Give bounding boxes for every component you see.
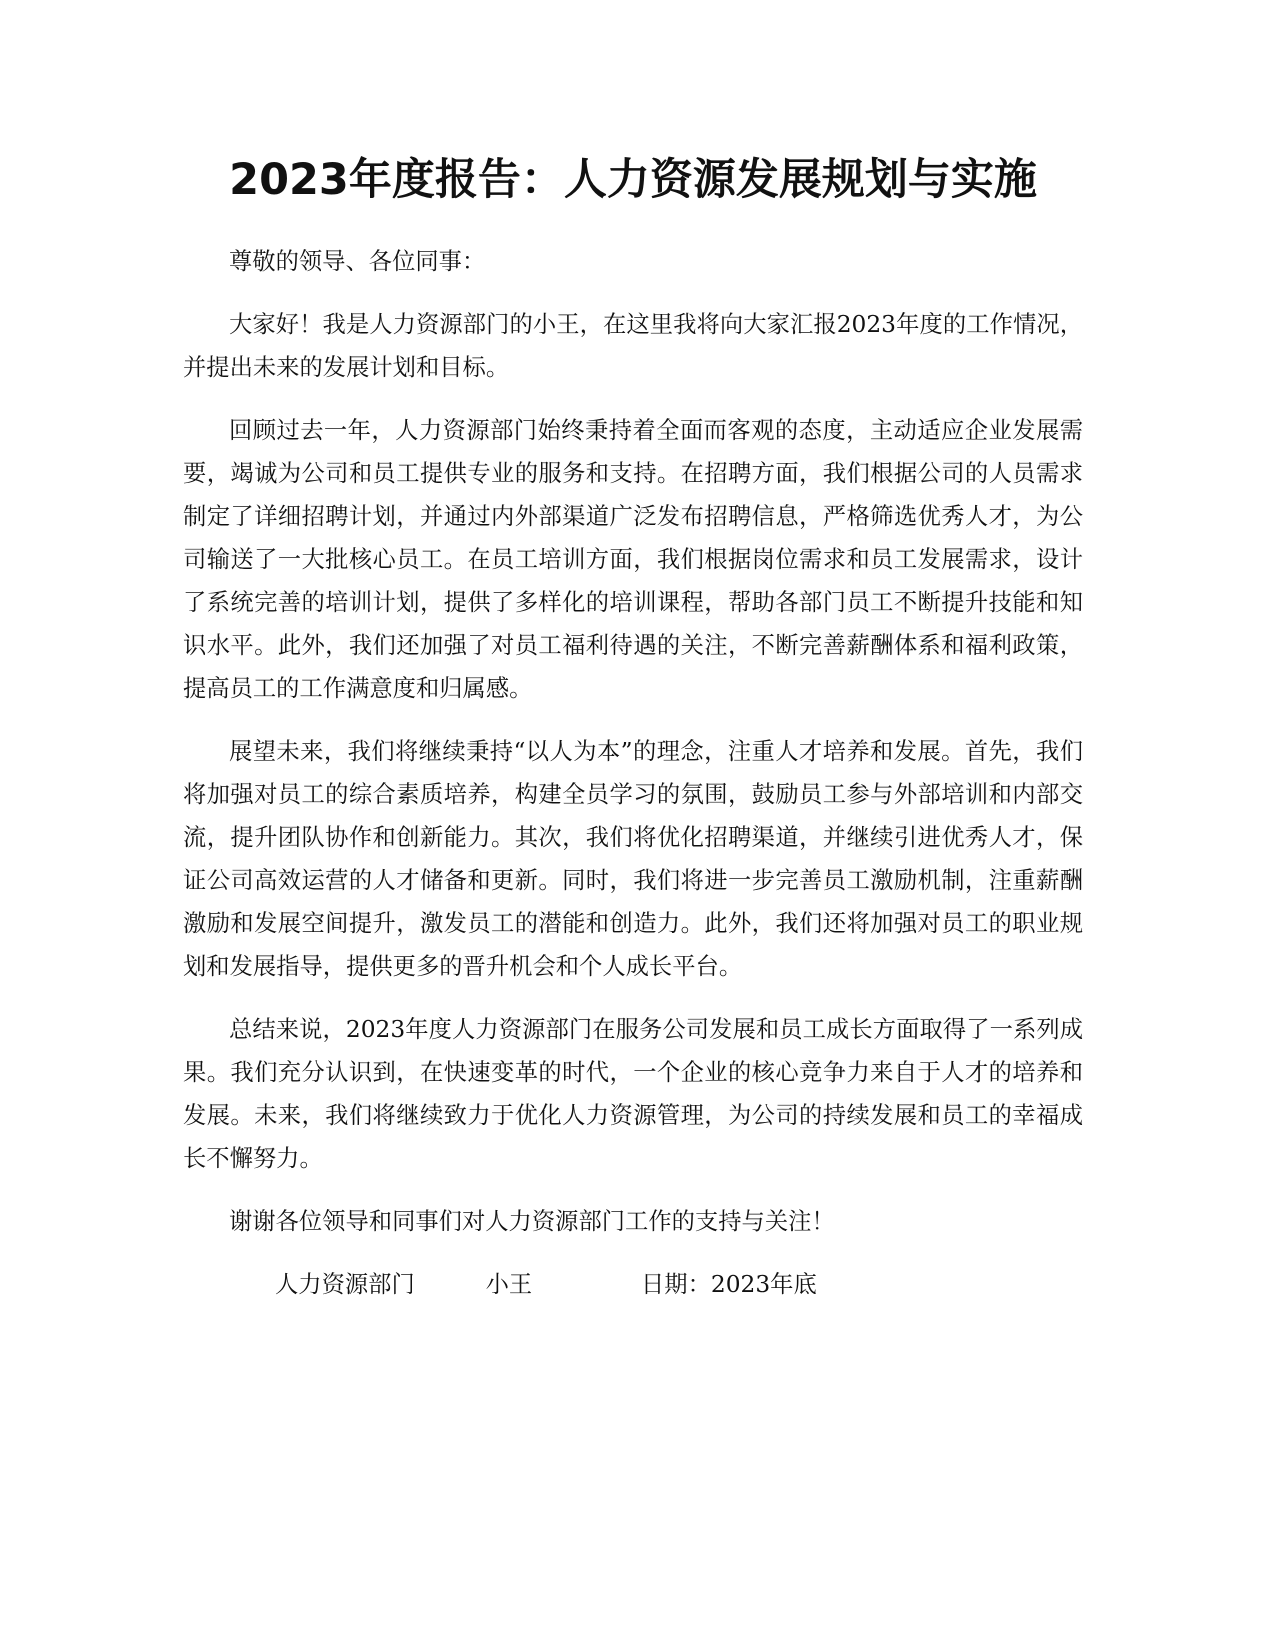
paragraph-intro: 大家好！我是人力资源部门的小王，在这里我将向大家汇报2023年度的工作情况，并提出未来的发展计划和目标。 [183, 311, 1083, 381]
paragraph-review: 回顾过去一年，人力资源部门始终秉持着全面而客观的态度，主动适应企业发展需要，竭诚为公司和员工提供专业的服务和支持。在招聘方面，我们根据公司的人员需求制定了详细招聘计划，并通过内外部渠道广泛发布招聘信息，严格筛选优秀人才，为公司输送了一大批核心员工。在员工培训方面，我们根据岗位需求和员工发展需求，设计了系统完善的培训计划，提供了多样化的培训课程，帮助各部门员工不断提升技能和知识水平。此外，我们还加强了对员工福利待遇的关注，不断完善薪酬体系和福利政策，提高员工的工作满意度和归属感。 [183, 417, 1083, 702]
paragraph-outlook: 展望未来，我们将继续秉持“以人为本”的理念，注重人才培养和发展。首先，我们将加强对员工的综合素质培养，构建全员学习的氛围，鼓励员工参与外部培训和内部交流，提升团队协作和创新能力。其次，我们将优化招聘渠道，并继续引进优秀人才，保证公司高效运营的人才储备和更新。同时，我们将进一步完善员工激励机制，注重薪酬激励和发展空间提升，激发员工的潜能和创造力。此外，我们还将加强对员工的职业规划和发展指导，提供更多的晋升机会和个人成长平台。 [183, 738, 1083, 980]
signature-date: 日期：2023年底 [641, 1271, 817, 1298]
paragraph-summary: 总结来说，2023年度人力资源部门在服务公司发展和员工成长方面取得了一系列成果。我们充分认识到，在快速变革的时代，一个企业的核心竞争力来自于人才的培养和发展。未来，我们将继续致力于优化人力资源管理，为公司的持续发展和员工的幸福成长不懈努力。 [183, 1016, 1083, 1172]
greeting: 尊敬的领导、各位同事： [229, 248, 486, 275]
paragraph-thanks: 谢谢各位领导和同事们对人力资源部门工作的支持与关注！ [229, 1208, 835, 1235]
document-page [183, 150, 1083, 1326]
signature-department: 人力资源部门 [275, 1271, 415, 1298]
document-title: 2023年度报告：人力资源发展规划与实施 [229, 155, 1037, 205]
signature-name: 小王 [485, 1271, 533, 1298]
signature-line [183, 1263, 1083, 1306]
